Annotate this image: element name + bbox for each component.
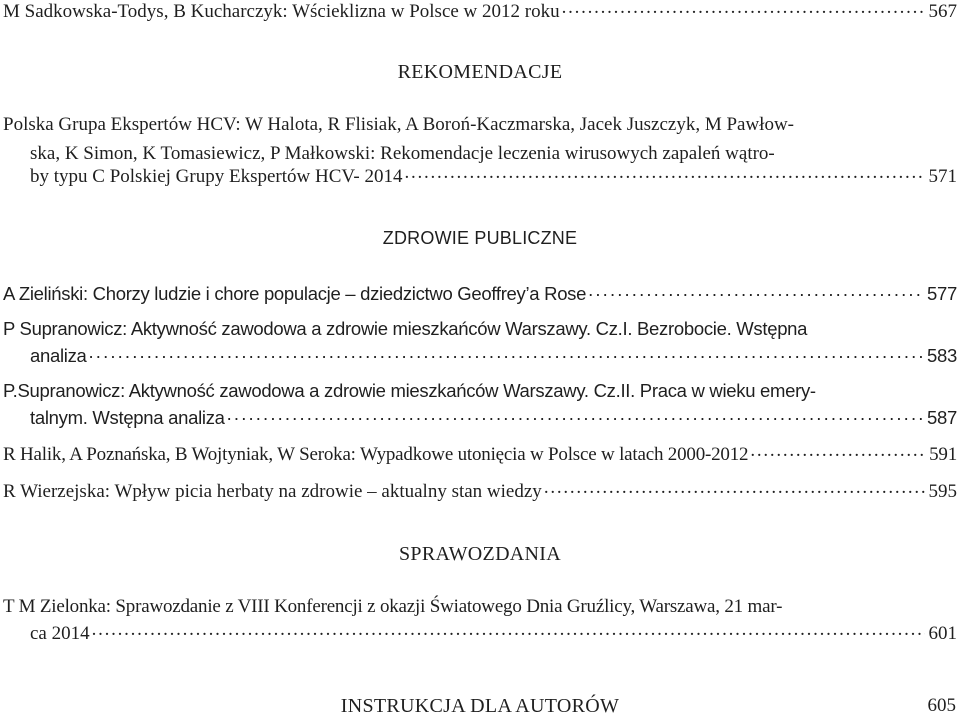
toc-entry-text: A Zieliński: Chorzy ludzie i chore populacje – dziedzictwo Geoffrey’a Rose [3, 282, 587, 304]
instrukcja-page: 605 [927, 695, 956, 716]
toc-entry-zielinski[interactable] [3, 283, 957, 303]
toc-entry-hcv-line2[interactable]: ska, K Simon, K Tomasiewicz, P Małkowski: Rekomendacje leczenia wirusowych zapaleń wątro- [30, 143, 775, 164]
toc-entry-supranowicz2-line1[interactable]: P.Supranowicz: Aktywność zawodowa a zdrowie mieszkańców Warszawy. Cz.II. Praca w wieku emery- [3, 380, 816, 401]
toc-entry-text: talnym. Wstępna analiza [30, 406, 225, 428]
toc-entry-supranowicz1-line1[interactable]: P Supranowicz: Aktywność zawodowa a zdrowie mieszkańców Warszawy. Cz.I. Bezrobocie. Wstępna [3, 318, 808, 339]
toc-entry-zielonka-line1[interactable]: T M Zielonka: Sprawozdanie z VIII Konferencji z okazji Światowego Dnia Gruźlicy, Warszawa, 21 mar- [3, 596, 783, 617]
toc-entry-page: 601 [928, 623, 957, 645]
toc-entry-text: ca 2014 [30, 623, 90, 645]
dot-leader [227, 407, 923, 424]
dot-leader [588, 283, 923, 300]
toc-entry-sadkowska[interactable] [3, 0, 957, 21]
toc-entry-supranowicz2-line2[interactable] [30, 407, 957, 427]
toc-entry-page: 583 [927, 344, 957, 366]
dot-leader [404, 165, 924, 182]
toc-entry-page: 587 [927, 406, 957, 428]
toc-entry-zielonka-line2[interactable] [30, 622, 957, 643]
section-heading-sprawozdania: SPRAWOZDANIA [399, 543, 561, 565]
toc-entry-text: R Wierzejska: Wpływ picia herbaty na zdrowie – aktualny stan wiedzy [3, 481, 542, 503]
toc-entry-halik[interactable] [3, 443, 957, 464]
toc-entry-hcv-line1[interactable]: Polska Grupa Ekspertów HCV: W Halota, R Flisiak, A Boroń-Kaczmarska, Jacek Juszczyk, M Pawłow- [3, 114, 795, 135]
dot-leader [750, 443, 925, 460]
dot-leader [544, 480, 925, 497]
toc-entry-page: 577 [927, 282, 957, 304]
dot-leader [562, 0, 925, 17]
toc-entry-page: 567 [928, 1, 957, 23]
toc-entry-wierzejska[interactable] [3, 480, 957, 501]
toc-entry-page: 591 [929, 444, 957, 466]
toc-entry-hcv-line3[interactable] [30, 165, 957, 186]
dot-leader [92, 622, 925, 639]
toc-entry-text: M Sadkowska-Todys, B Kucharczyk: Wścieklizna w Polsce w 2012 roku [3, 1, 560, 23]
toc-entry-text: by typu C Polskiej Grupy Ekspertów HCV- 2014 [30, 166, 403, 188]
dot-leader [89, 345, 924, 362]
toc-entry-supranowicz1-line2[interactable] [30, 345, 957, 365]
toc-entry-text: R Halik, A Poznańska, B Wojtyniak, W Seroka: Wypadkowe utonięcia w Polsce w latach 2000-2012 [3, 444, 749, 466]
toc-entry-text: analiza [30, 344, 87, 366]
section-heading-zdrowie-publiczne: ZDROWIE PUBLICZNE [382, 228, 578, 248]
toc-entry-page: 571 [928, 166, 957, 188]
section-heading-rekomendacje: REKOMENDACJE [397, 61, 563, 83]
toc-entry-page: 595 [928, 481, 957, 503]
section-heading-instrukcja[interactable]: INSTRUKCJA DLA AUTORÓW [340, 695, 620, 717]
